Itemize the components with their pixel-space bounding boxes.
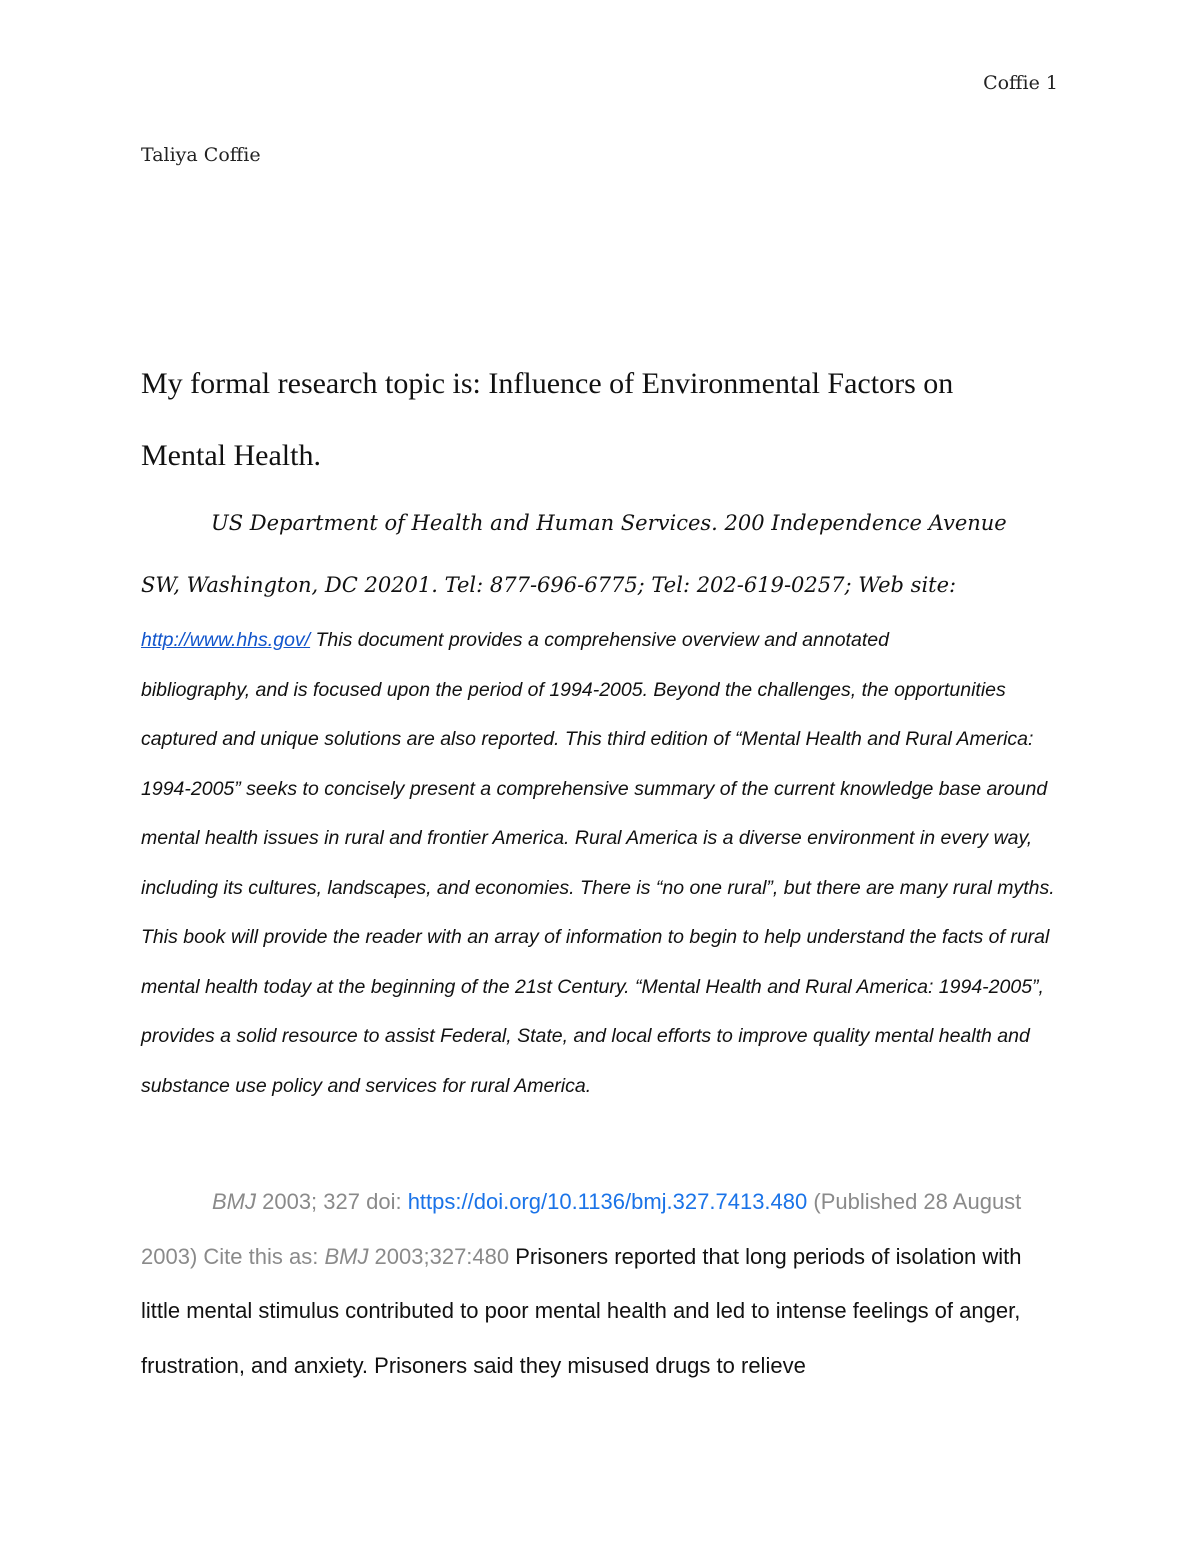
- cite-tail: 2003;327:480: [368, 1243, 510, 1269]
- annotated-source-1: [141, 492, 1061, 1111]
- volume-doi-label: 2003; 327 doi:: [256, 1189, 408, 1214]
- doi-link[interactable]: https://doi.org/10.1136/bmj.327.7413.480: [407, 1189, 808, 1214]
- annotated-source-2: [141, 1175, 1061, 1393]
- research-topic: [141, 348, 1061, 492]
- source2-annotation: Prisoners reported that long periods of isolation with little mental stimulus contributed to poor mental health and led to intense feelings of anger, frustration, and anxiety. Prisoners said they misused drugs to relieve: [141, 1243, 1022, 1378]
- source1-annotation: bibliography, and is focused upon the period of 1994-2005. Beyond the challenges, the opportunities captured and unique solutions are also reported. This third edition of “Mental Health and Rural America: 1994-2005” seeks to concisely present a comprehensive summary of the current knowledge base around mental health issues in rural and frontier America. Rural America is a diverse environment in every way, including its cultures, landscapes, and economies. There is “no one rural”, but there are many rural myths. This book will provide the reader with an array of information to begin to help understand the facts of rural mental health today at the beginning of the 21st Century. “Mental Health and Rural America: 1994-2005”, provides a solid resource to assist Federal, State, and local efforts to improve quality mental health and substance use policy and services for rural America.: [141, 678, 1055, 1097]
- source1-citation-line-1: US Department of Health and Human Services. 200 Independence Avenue: [211, 511, 1007, 535]
- topic-line-2: Mental Health.: [141, 439, 321, 472]
- source1-citation-line-2: SW, Washington, DC 20201. Tel: 877-696-6775; Tel: 202-619-0257; Web site:: [141, 573, 957, 597]
- journal-name: BMJ: [212, 1189, 256, 1214]
- journal-name-2: BMJ: [324, 1243, 369, 1269]
- topic-line-1: My formal research topic is: Influence of Environmental Factors on: [141, 367, 954, 400]
- running-head: Coffie 1: [983, 72, 1058, 94]
- hhs-link[interactable]: http://www.hhs.gov/: [141, 629, 311, 651]
- source1-url-line: [141, 616, 1061, 666]
- source1-annotation-start: This document provides a comprehensive overview and annotated: [310, 629, 889, 651]
- author-name: Taliya Coffie: [141, 144, 261, 166]
- published-date: (Published 28 August 2003) Cite this as:: [141, 1189, 1022, 1269]
